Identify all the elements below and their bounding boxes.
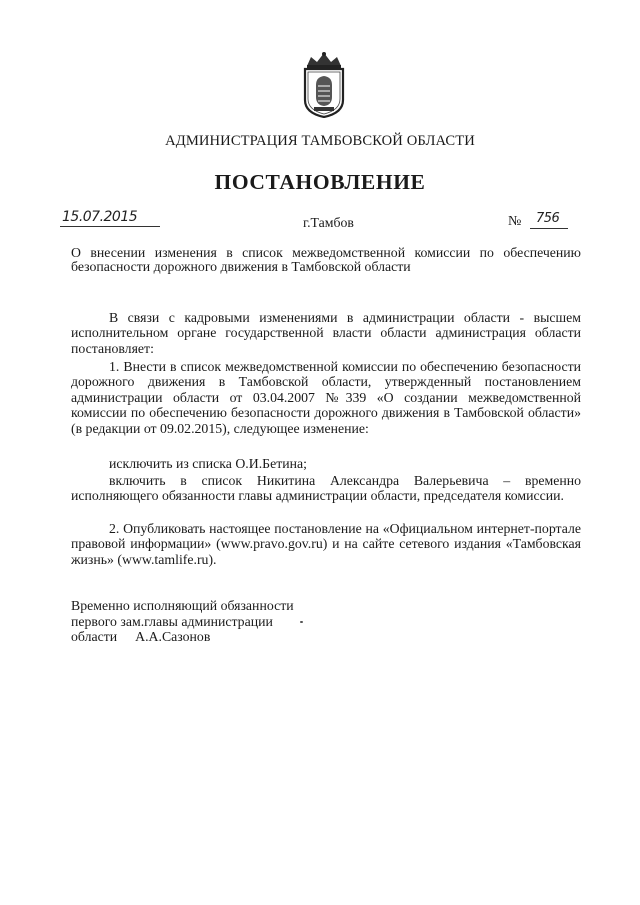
document-date: 15.07.2015 [62, 209, 138, 225]
signatory-name: А.А.Сазонов [135, 629, 211, 645]
coat-of-arms-icon [299, 50, 349, 118]
scan-speck [300, 621, 303, 623]
document-subject: О внесении изменения в список межведомственной комиссии по обеспечению безопасности дорожного движения в Тамбовской области [71, 245, 581, 274]
preamble-paragraph: В связи с кадровыми изменениями в администрации области - высшем исполнительном органе государственной власти области администрация области постановляет: [71, 310, 581, 356]
item-1-paragraph: 1. Внести в список межведомственной комиссии по обеспечению безопасности дорожного движения в Тамбовской области, утвержденный постановлением администрации области от 03.04.2007 №339 «О создании межведомственной комиссии по обеспечению безопасности дорожного движения в Тамбовской области» (в редакции от 09.02.2015), следующее изменение: [71, 359, 581, 436]
include-paragraph: включить в список Никитина Александра Валерьевича – временно исполняющего обязанности главы администрации области, председателя комиссии. [71, 473, 581, 504]
signature-position-line-1: Временно исполняющий обязанности [71, 598, 294, 613]
document-number-label: № [508, 214, 522, 229]
signature-position-line-3 [71, 629, 294, 645]
document-city: г.Тамбов [303, 215, 354, 230]
signature-position-line-2: первого зам.главы администрации [71, 613, 273, 629]
signature-region: области [71, 629, 118, 645]
item-2-paragraph: 2. Опубликовать настоящее постановление на «Официальном интернет-портале правовой информации» (www.pravo.gov.ru) и на сайте сетевого издания «Тамбовская жизнь» (www.tamlife.ru). [71, 521, 581, 567]
exclude-paragraph: исключить из списка О.И.Бетина; [109, 456, 307, 471]
signature-block [71, 598, 294, 645]
organization-title: АДМИНИСТРАЦИЯ ТАМБОВСКОЙ ОБЛАСТИ [165, 133, 475, 149]
date-underline [60, 226, 160, 227]
document-type-title: ПОСТАНОВЛЕНИЕ [214, 170, 426, 194]
number-underline [530, 228, 568, 229]
document-number: 756 [536, 211, 560, 226]
